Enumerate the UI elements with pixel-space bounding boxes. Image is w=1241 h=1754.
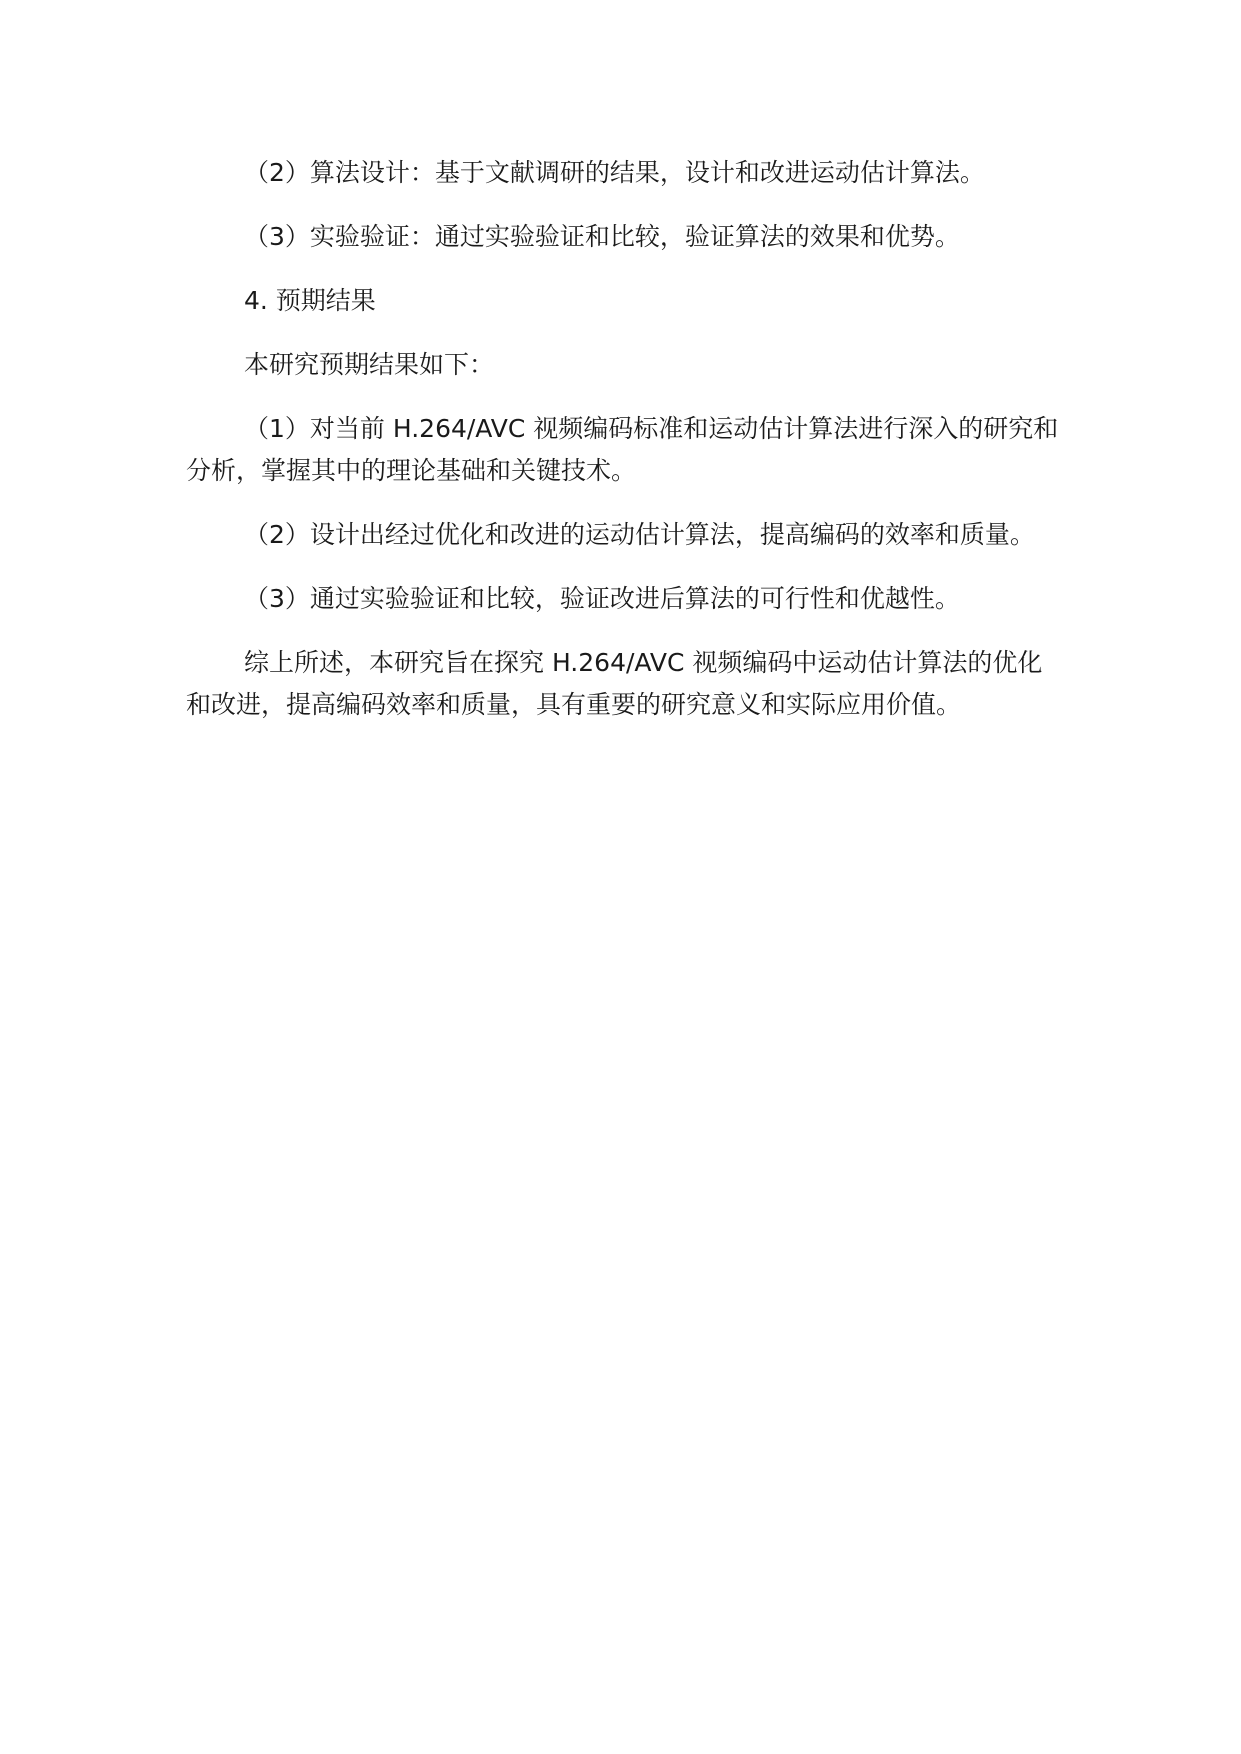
expected-result-item-1: （1）对当前 H.264/AVC 视频编码标准和运动估计算法进行深入的研究和分析，掌握其中的理论基础和关键技术。 [186,414,1059,485]
expected-result-item-3: （3）通过实验验证和比较，验证改进后算法的可行性和优越性。 [244,584,960,613]
expected-results-intro: 本研究预期结果如下： [244,350,495,379]
expected-result-item-2: （2）设计出经过优化和改进的运动估计算法，提高编码的效率和质量。 [244,520,1035,549]
method-item-2: （2）算法设计：基于文献调研的结果，设计和改进运动估计算法。 [244,158,985,187]
document-body [186,152,1066,748]
summary-paragraph: 综上所述，本研究旨在探究 H.264/AVC 视频编码中运动估计算法的优化和改进，提高编码效率和质量，具有重要的研究意义和实际应用价值。 [186,648,1043,719]
section-heading-expected-results: 4. 预期结果 [244,286,376,315]
method-item-3: （3）实验验证：通过实验验证和比较，验证算法的效果和优势。 [244,222,960,251]
